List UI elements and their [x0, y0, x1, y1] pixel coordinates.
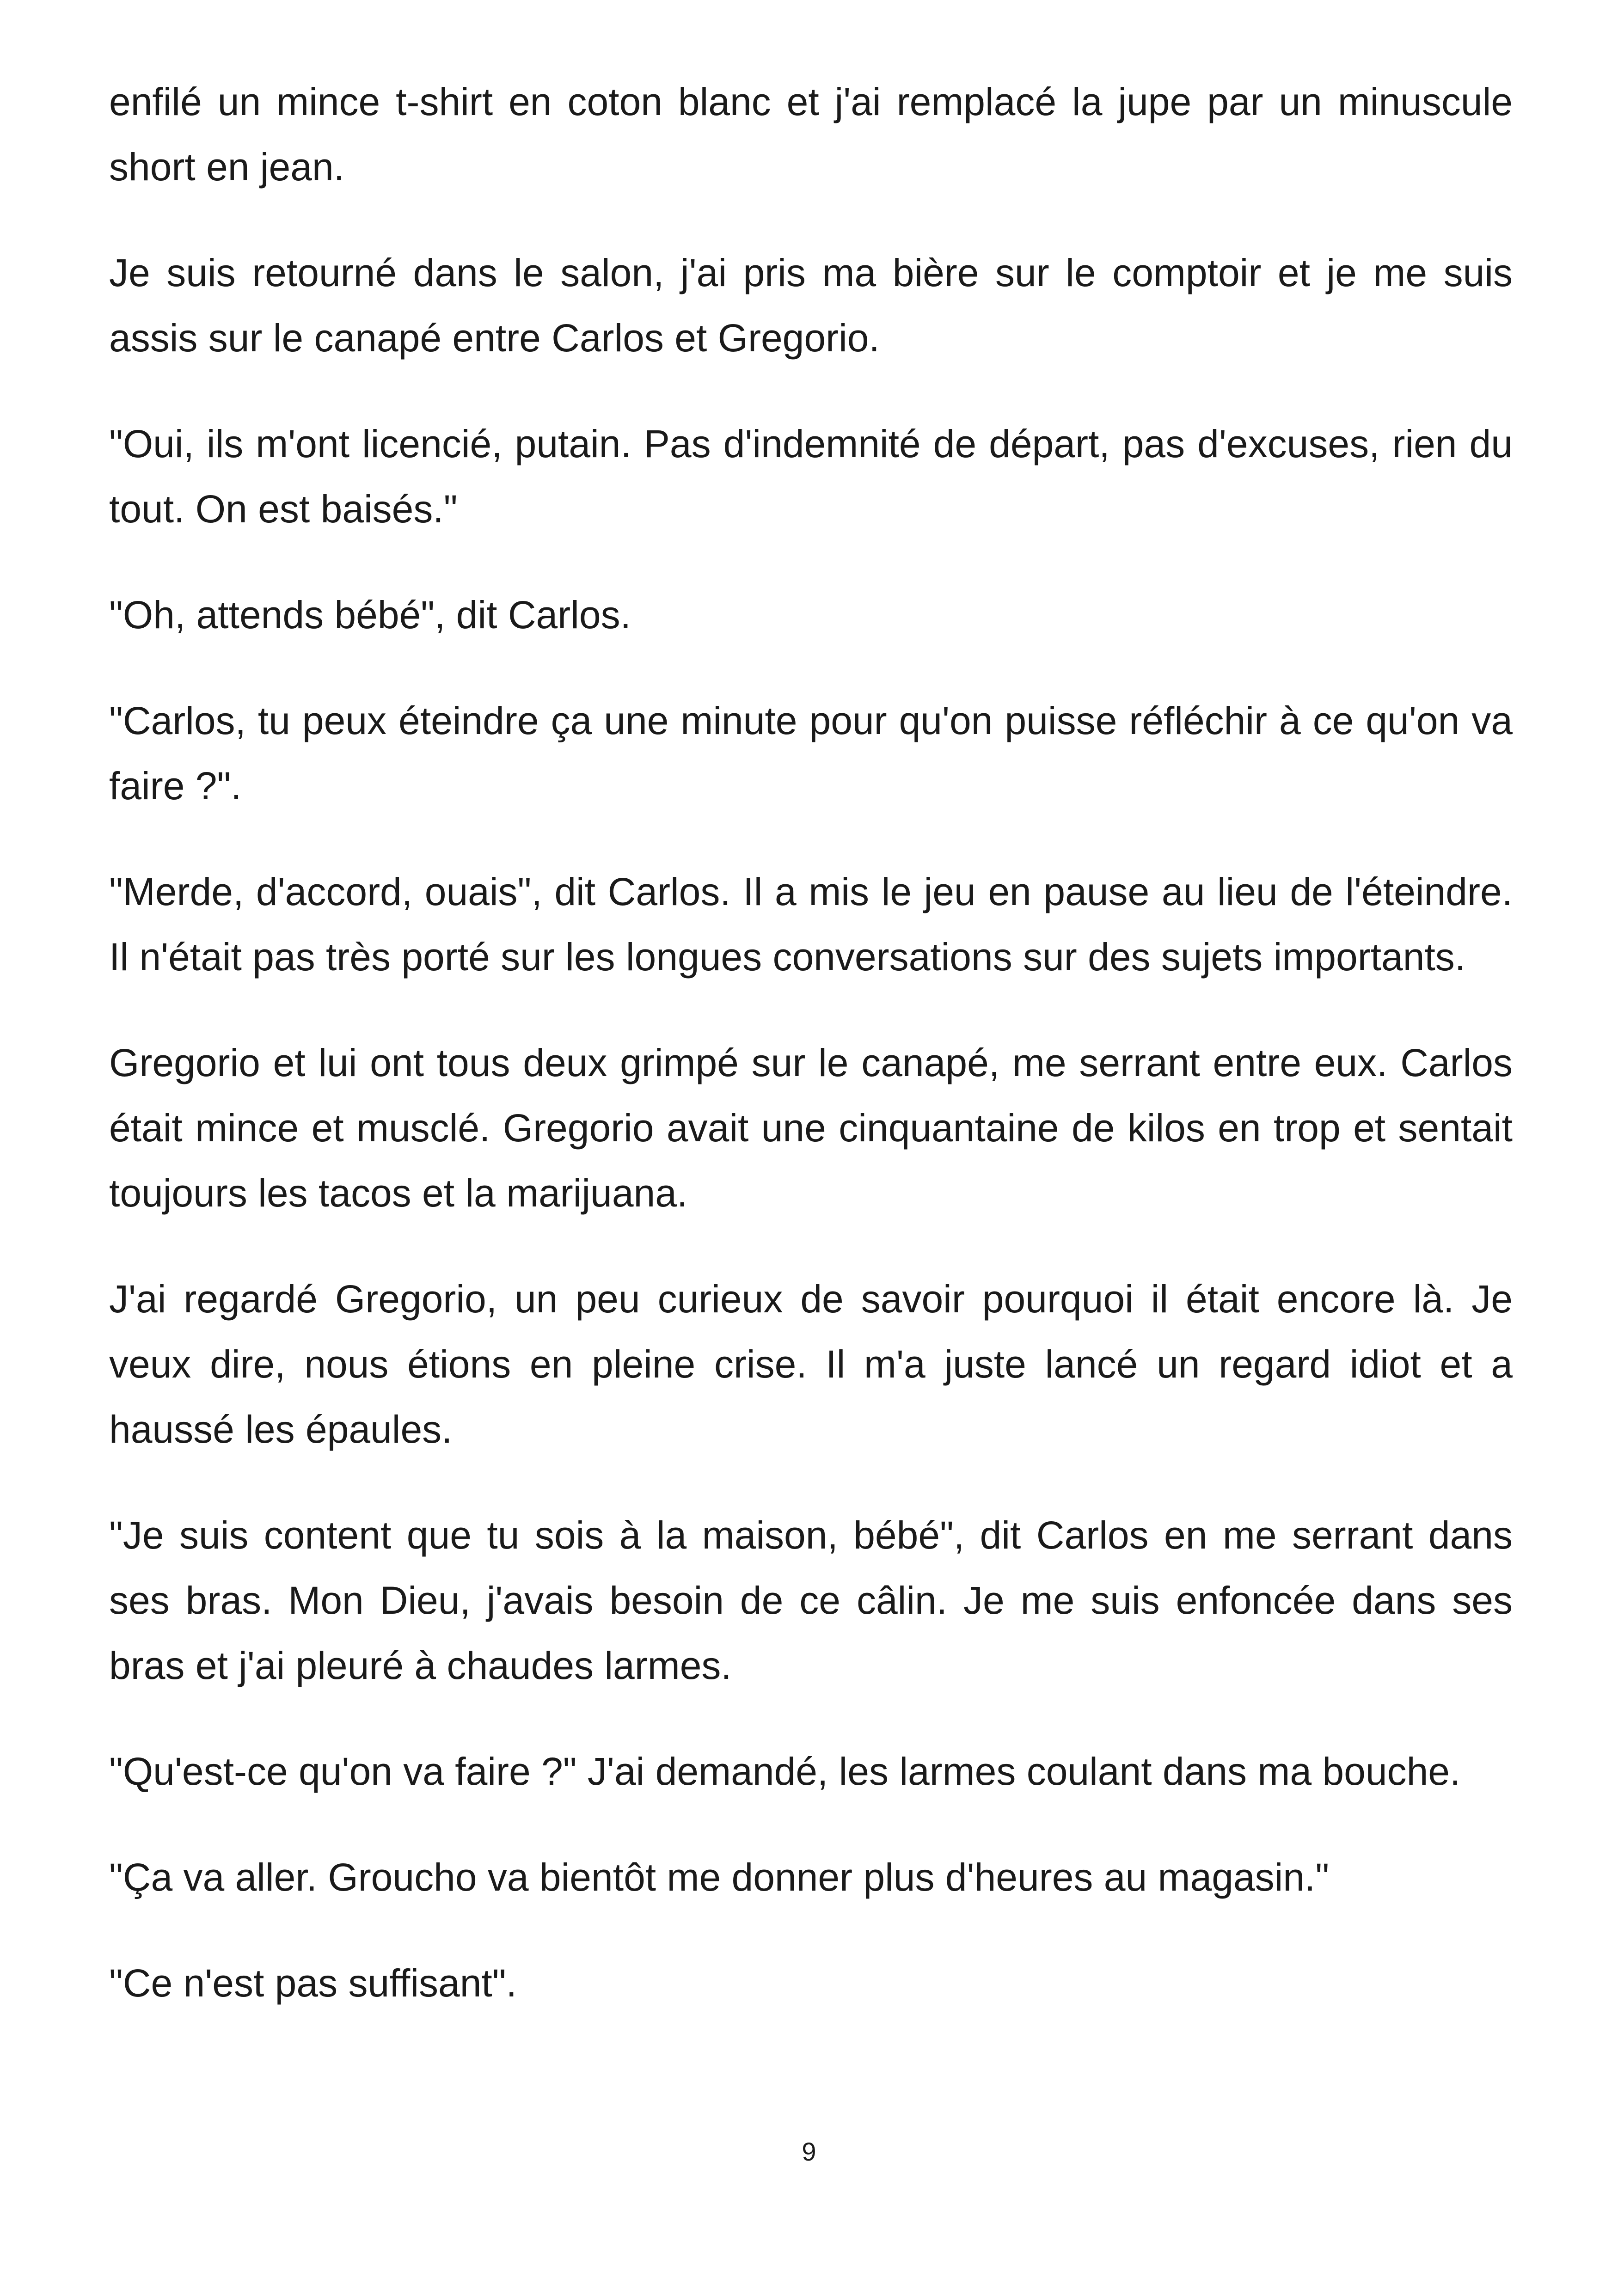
paragraph-5: "Carlos, tu peux éteindre ça une minute pour qu'on puisse réfléchir à ce qu'on va faire ?".: [109, 699, 1513, 808]
paragraph-6: "Merde, d'accord, ouais", dit Carlos. Il a mis le jeu en pause au lieu de l'éteindre. Il n'était pas très porté sur les longues conversations sur des sujets importants.: [109, 870, 1513, 979]
paragraph-12: "Ce n'est pas suffisant".: [109, 1961, 517, 2005]
paragraph-11: "Ça va aller. Groucho va bientôt me donner plus d'heures au magasin.": [109, 1855, 1330, 1899]
paragraph-7: Gregorio et lui ont tous deux grimpé sur le canapé, me serrant entre eux. Carlos était mince et musclé. Gregorio avait une cinquantaine de kilos en trop et sentait toujours les tacos et la marijuana.: [109, 1041, 1513, 1215]
paragraph-3: "Oui, ils m'ont licencié, putain. Pas d'indemnité de départ, pas d'excuses, rien du tout. On est baisés.": [109, 422, 1513, 531]
page-number: 9: [802, 2137, 816, 2166]
paragraph-8: J'ai regardé Gregorio, un peu curieux de savoir pourquoi il était encore là. Je veux dire, nous étions en pleine crise. Il m'a juste lancé un regard idiot et a haussé les épaules.: [109, 1277, 1513, 1451]
paragraph-9: "Je suis content que tu sois à la maison, bébé", dit Carlos en me serrant dans ses bras. Mon Dieu, j'avais besoin de ce câlin. Je me suis enfoncée dans ses bras et j'ai pleuré à chaudes larmes.: [109, 1513, 1513, 1687]
paragraph-4: "Oh, attends bébé", dit Carlos.: [109, 593, 631, 637]
paragraph-10: "Qu'est-ce qu'on va faire ?" J'ai demandé, les larmes coulant dans ma bouche.: [109, 1750, 1461, 1793]
paragraph-1: enfilé un mince t-shirt en coton blanc et j'ai remplacé la jupe par un minuscule short en jean.: [109, 80, 1513, 189]
body-text: [109, 69, 1513, 2057]
paragraph-2: Je suis retourné dans le salon, j'ai pris ma bière sur le comptoir et je me suis assis sur le canapé entre Carlos et Gregorio.: [109, 251, 1513, 360]
